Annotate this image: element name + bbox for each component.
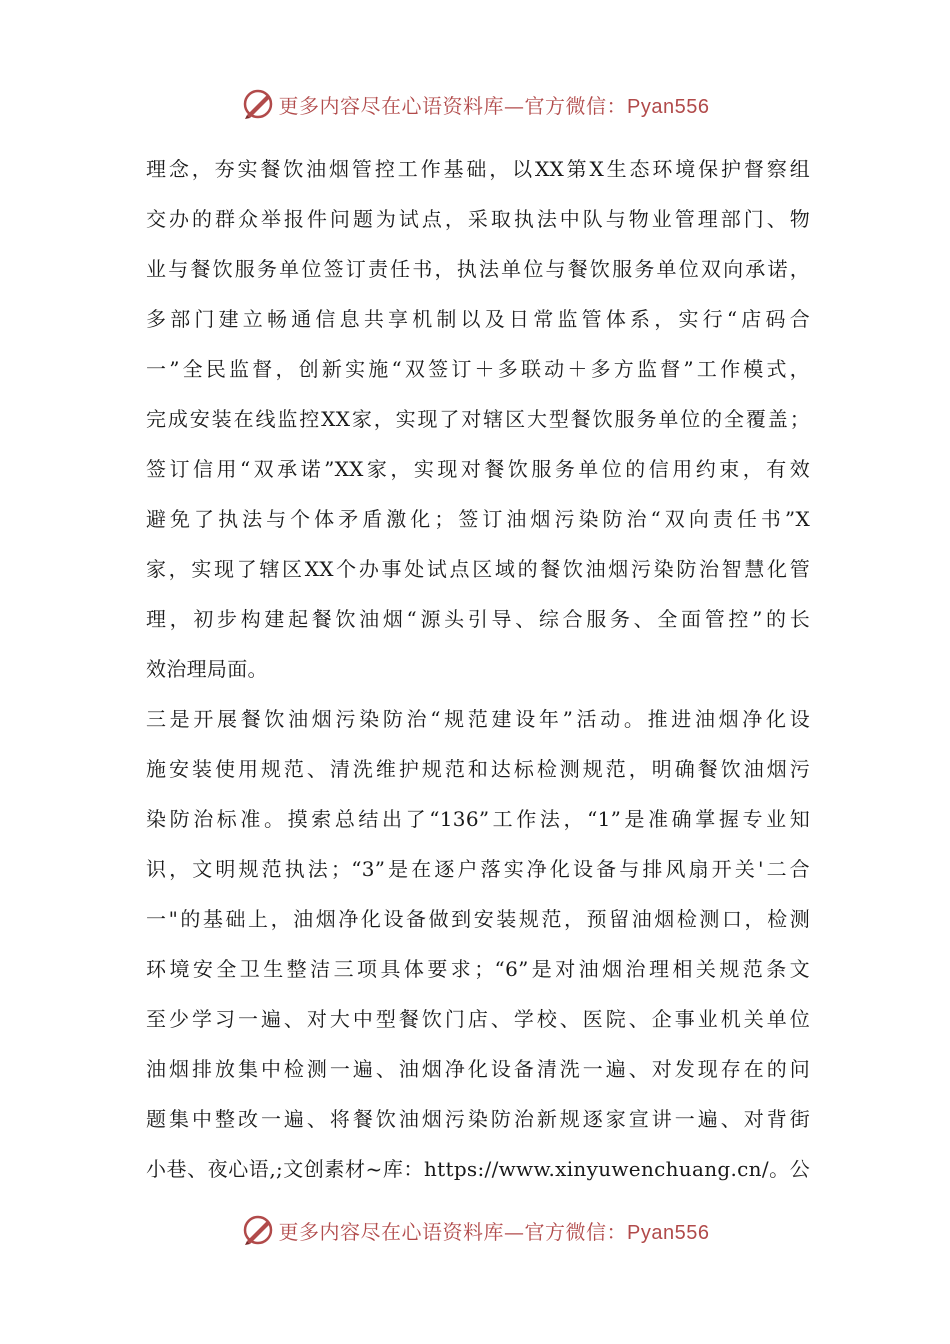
body-line-2: 交办的群众举报件问题为试点，采取执法中队与物业管理部门、物: [146, 207, 810, 231]
body-line-13: 施安装使用规范、清洗维护规范和达标检测规范，明确餐饮油烟污: [146, 757, 810, 781]
body-line-17: 环境安全卫生整洁三项具体要求；“6”是对油烟治理相关规范条文: [146, 957, 810, 981]
body-line-1: 理念，夯实餐饮油烟管控工作基础，以XX第X生态环境保护督察组: [146, 157, 810, 181]
header-banner-text: [279, 90, 710, 119]
body-line-15: 识，文明规范执法；“3”是在逐户落实净化设备与排风扇开关'二合: [146, 857, 810, 881]
document-body: [146, 144, 810, 1194]
body-line-20: 题集中整改一遍、将餐饮油烟污染防治新规逐家宣讲一遍、对背街: [146, 1107, 810, 1131]
header-banner-label: 更多内容尽在心语资料库—官方微信：: [278, 93, 628, 118]
body-line-7: 签订信用“双承诺”XX家，实现对餐饮服务单位的信用约束，有效: [146, 457, 810, 481]
body-line-18: 至少学习一遍、对大中型餐饮门店、学校、医院、企事业机关单位: [146, 1007, 810, 1031]
body-line-6: 完成安装在线监控XX家，实现了对辖区大型餐饮服务单位的全覆盖；: [146, 407, 810, 431]
body-line-11: 效治理局面。: [146, 657, 268, 681]
footer-wechat-id: Pyan556: [627, 1221, 710, 1244]
body-line-21: 小巷、夜心语,;文创素材~库：https://www.xinyuwenchuang.cn/。公: [146, 1157, 810, 1181]
body-line-14: 染防治标准。摸索总结出了“136”工作法，“1”是准确掌握专业知: [146, 807, 810, 831]
pen-logo-icon: [241, 87, 275, 121]
pen-logo-icon: [241, 1213, 275, 1247]
body-line-12: 三是开展餐饮油烟污染防治“规范建设年”活动。推进油烟净化设: [146, 707, 810, 731]
body-line-19: 油烟排放集中检测一遍、油烟净化设备清洗一遍、对发现存在的问: [146, 1057, 810, 1081]
footer-banner-text: [279, 1216, 710, 1245]
header-banner: [0, 84, 950, 124]
body-line-3: 业与餐饮服务单位签订责任书，执法单位与餐饮服务单位双向承诺，: [146, 257, 810, 281]
body-line-8: 避免了执法与个体矛盾激化；签订油烟污染防治“双向责任书”X: [146, 507, 810, 531]
footer-banner: [0, 1210, 950, 1250]
body-line-9: 家，实现了辖区XX个办事处试点区域的餐饮油烟污染防治智慧化管: [146, 557, 810, 581]
footer-banner-label: 更多内容尽在心语资料库—官方微信：: [278, 1219, 628, 1244]
body-line-16: 一"的基础上，油烟净化设备做到安装规范，预留油烟检测口，检测: [146, 907, 810, 931]
header-wechat-id: Pyan556: [627, 95, 710, 118]
body-line-5: 一”全民监督，创新实施“双签订＋多联动＋多方监督”工作模式，: [146, 357, 810, 381]
body-line-4: 多部门建立畅通信息共享机制以及日常监管体系，实行“店码合: [146, 307, 810, 331]
body-line-10: 理，初步构建起餐饮油烟“源头引导、综合服务、全面管控”的长: [146, 607, 810, 631]
